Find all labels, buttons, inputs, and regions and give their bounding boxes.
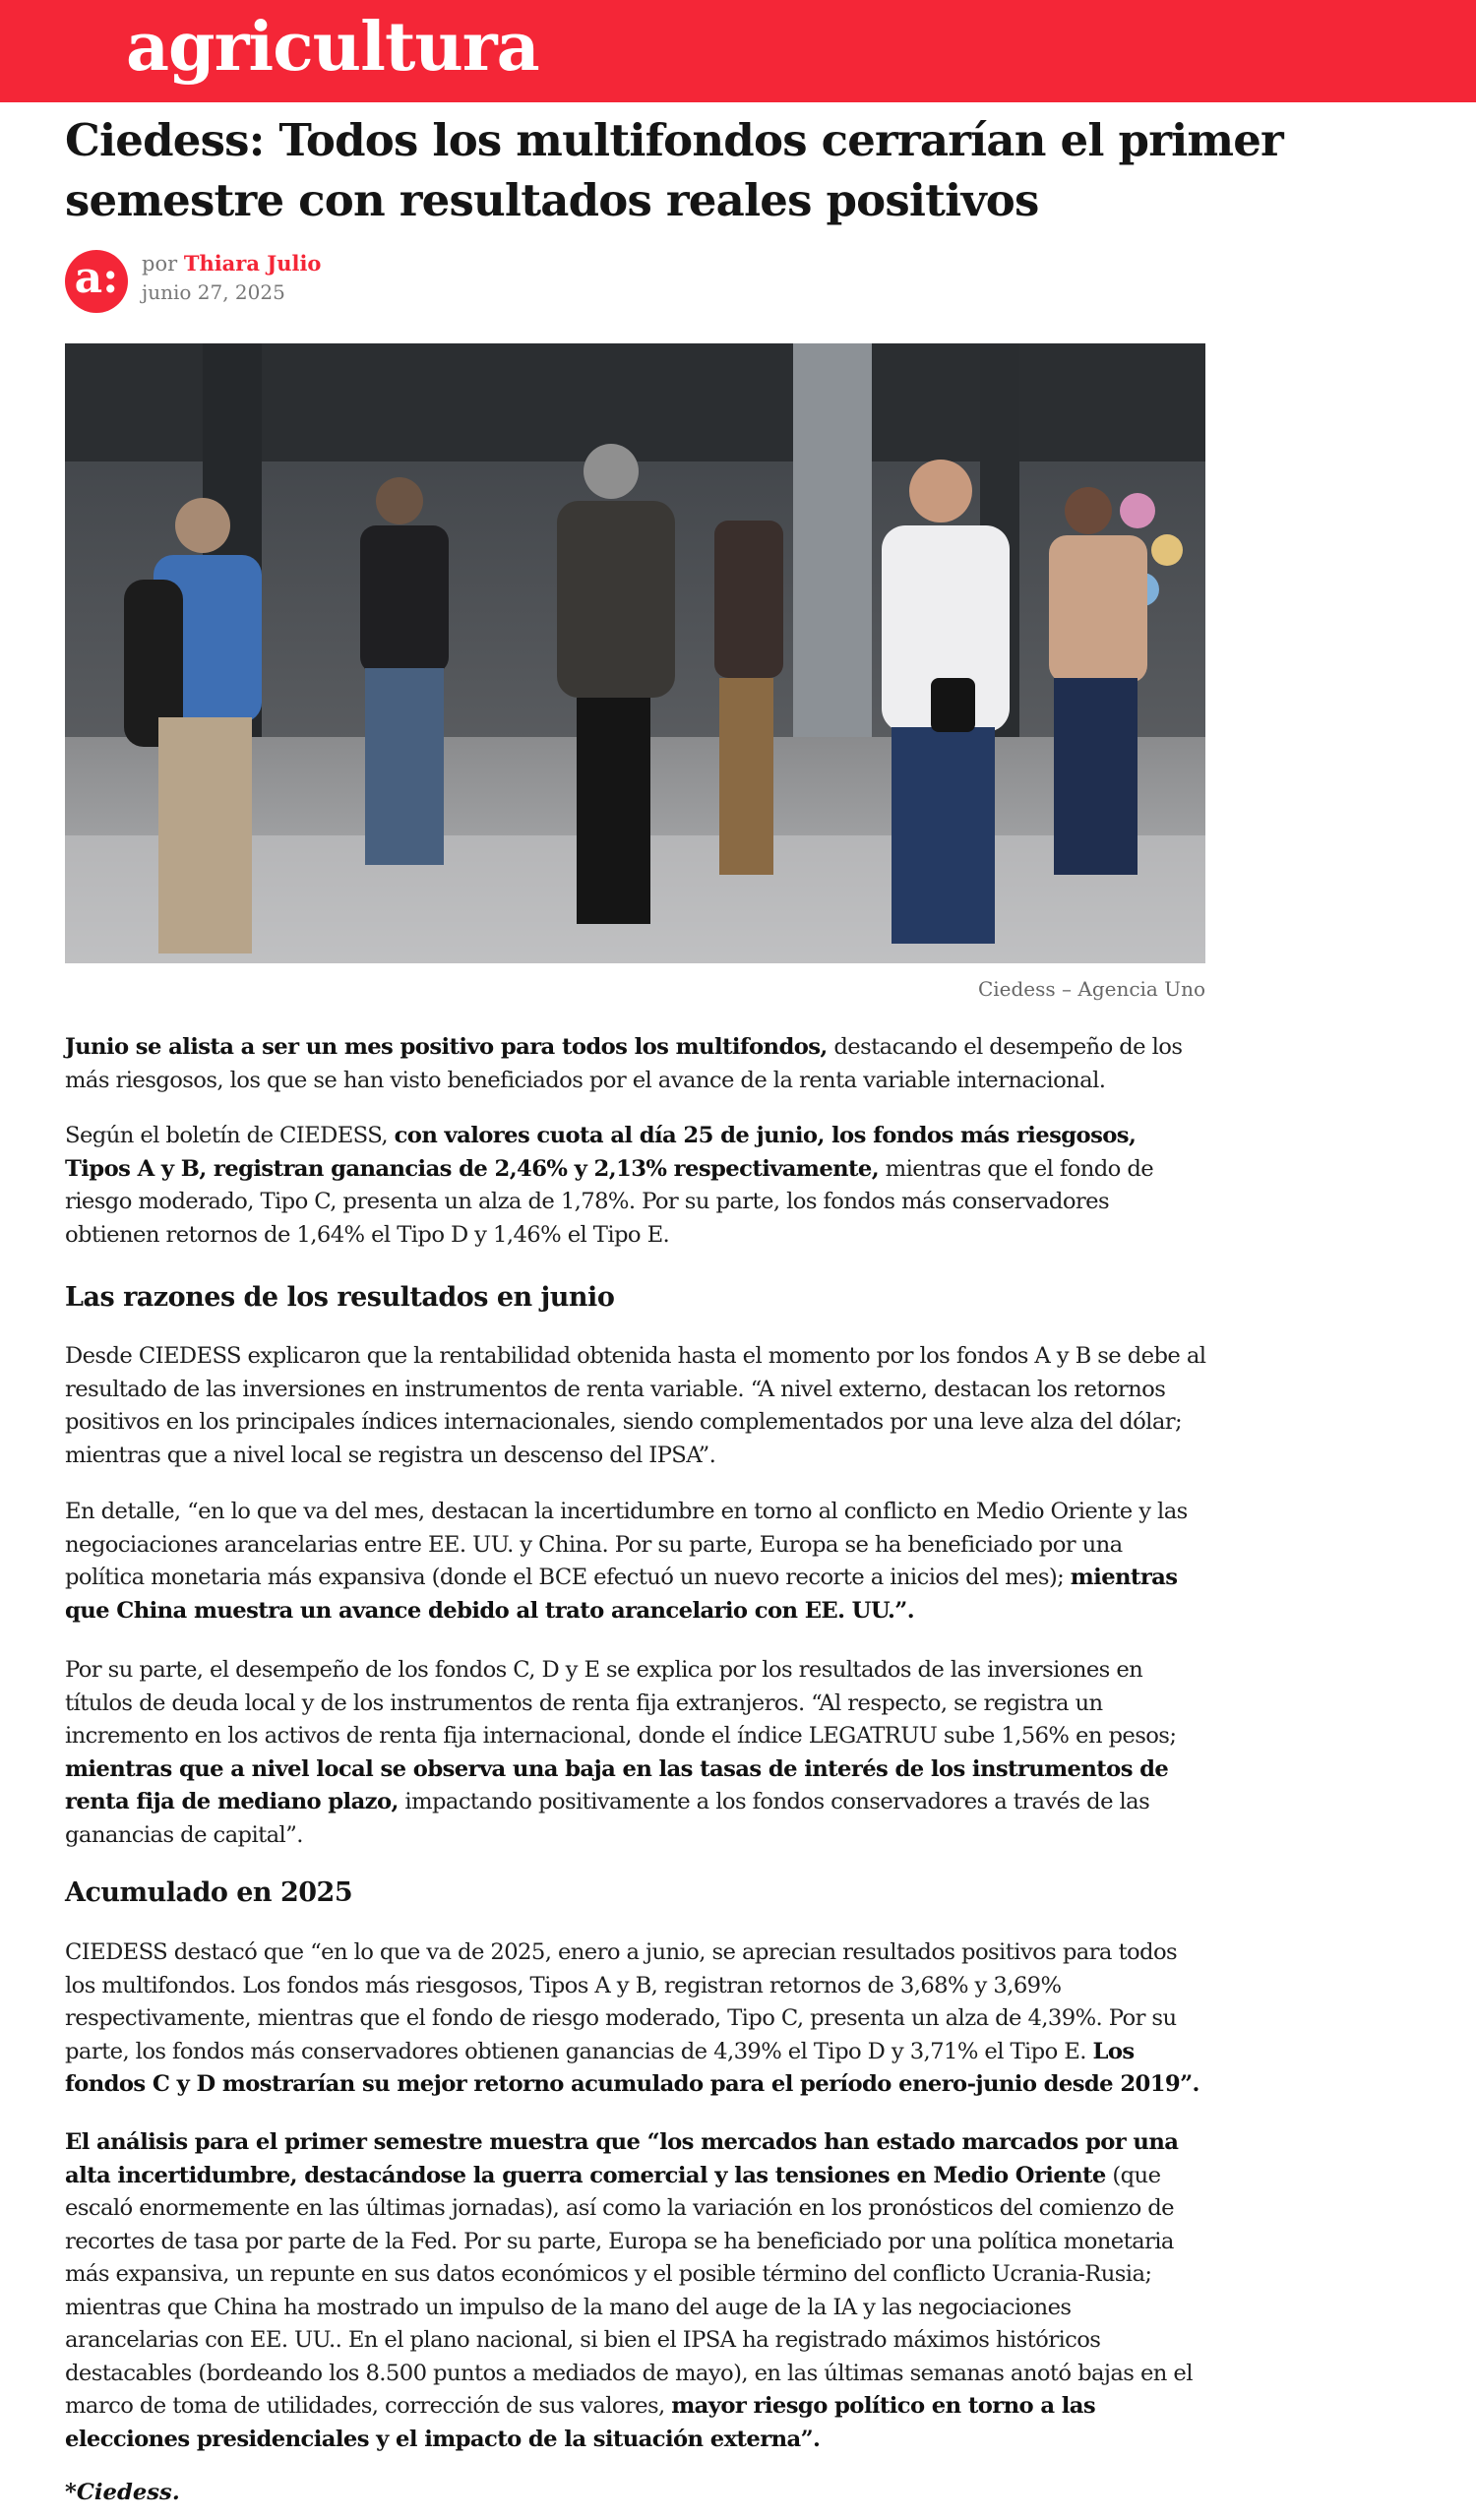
p6-bold: Los fondos C y D mostrarían su mejor retorno acumulado para el período enero-junio desde 2019”. [65,2038,1199,2097]
paragraph-2 [65,1120,1206,1252]
paragraph-5 [65,1654,1206,1852]
paragraph-6 [65,1936,1206,2102]
p2-text-a: Según el boletín de CIEDESS, [65,1123,395,1148]
paragraph-7 [65,2126,1206,2456]
p7-text: (que escaló enormemente en las últimas jornadas), así como la variación en los pronósticos del comienzo de recortes de tasa por parte de la Fed. Por su parte, Europa se ha beneficiado por una política monetaria más expansiva, un repunte en sus datos económicos y el posible término del conflicto Ucrania-Rusia; mientras que China ha mostrado un impulso de la mano del auge de la IA y las negociaciones arancelarias con EE. UU.. En el plano nacional, si bien el IPSA ha registrado máximos históricos destacables (bordeando los 8.500 puntos a mediados de mayo), en las últimas semanas anotó bajas en el marco de toma de utilidades, corrección de sus valores, [65,2162,1193,2419]
p5-bold: mientras que a nivel local se observa una baja en las tasas de interés de los instrumentos de renta fija de mediano plazo, [65,1755,1169,1814]
author-avatar[interactable]: a: [65,250,128,313]
subheading-june-reasons: Las razones de los resultados en junio [65,1282,615,1313]
p7-bold-b: mayor riesgo político en torno a las elecciones presidenciales y el impacto de la situación externa”. [65,2393,1096,2452]
p2-text-b: mientras que el fondo de riesgo moderado, Tipo C, presenta un alza de 1,78%. Por su parte, los fondos más conservadores obtienen retornos de 1,64% el Tipo D y 1,46% el Tipo E. [65,1155,1154,1248]
p7-bold-a: El análisis para el primer semestre muestra que “los mercados han estado marcados por una alta incertidumbre, destacándose la guerra comercial y las tensiones en Medio Oriente [65,2129,1179,2188]
p2-bold: con valores cuota al día 25 de junio, los fondos más riesgosos, Tipos A y B, registran ganancias de 2,46% y 2,13% respectivamente, [65,1123,1137,1182]
site-logo[interactable]: agricultura [126,8,539,87]
article-signature: *Ciedess. [65,2480,180,2505]
p6-text: CIEDESS destacó que “en lo que va de 2025, enero a junio, se aprecian resultados positivos para todos los multifondos. Los fondos más riesgosos, Tipos A y B, registran retornos de 3,68% y 3,69% respectivamente, mientras que el fondo de riesgo moderado, Tipo C, presenta un alza de 4,39%. Por su parte, los fondos más conservadores obtienen ganancias de 4,39% el Tipo D y 3,71% el Tipo E. [65,1939,1178,2064]
article-title: Ciedess: Todos los multifondos cerrarían el primer semestre con resultados reales positivos [65,114,1283,226]
paragraph-1 [65,1031,1206,1097]
p5-text-b: impactando positivamente a los fondos conservadores a través de las ganancias de capital”. [65,1789,1150,1848]
site-header [0,0,1476,102]
p5-text-a: Por su parte, el desempeño de los fondos C, D y E se explica por los resultados de las inversiones en títulos de deuda local y de los instrumentos de renta fija extranjeros. “Al respecto, se registra un incremento en los activos de renta fija internacional, donde el índice LEGATRUU sube 1,56% en pesos; [65,1657,1177,1749]
p1-text: destacando el desempeño de los más riesgosos, los que se han visto beneficiados por el avance de la renta variable internacional. [65,1034,1183,1093]
street-photo-illustration [65,343,1205,963]
subheading-accumulated-2025: Acumulado en 2025 [65,1877,353,1908]
p4-text: En detalle, “en lo que va del mes, destacan la incertidumbre en torno al conflicto en Medio Oriente y las negociaciones arancelarias entre EE. UU. y China. Por su parte, Europa se ha beneficiado por una política monetaria más expansiva (donde el BCE efectuó un nuevo recorte a inicios del mes); [65,1499,1188,1590]
paragraph-3: Desde CIEDESS explicaron que la rentabilidad obtenida hasta el momento por los fondos A y B se debe al resultado de las inversiones en instrumentos de renta variable. “A nivel externo, destacan los retornos positivos en los principales índices internacionales, siendo complementados por una leve alza del dólar; mientras que a nivel local se registra un descenso del IPSA”. [65,1343,1206,1468]
publish-date: junio 27, 2025 [142,280,285,304]
paragraph-4 [65,1496,1206,1628]
p1-lead: Junio se alista a ser un mes positivo para todos los multifondos, [65,1034,828,1060]
byline-author-line [142,251,321,277]
photo-caption: Ciedess – Agencia Uno [977,977,1205,1001]
p4-bold: mientras que China muestra un avance debido al trato arancelario con EE. UU.”. [65,1565,1178,1624]
byline [65,247,655,316]
article-photo [65,343,1205,963]
byline-prefix: por [142,252,178,276]
author-link[interactable]: Thiara Julio [183,251,322,276]
